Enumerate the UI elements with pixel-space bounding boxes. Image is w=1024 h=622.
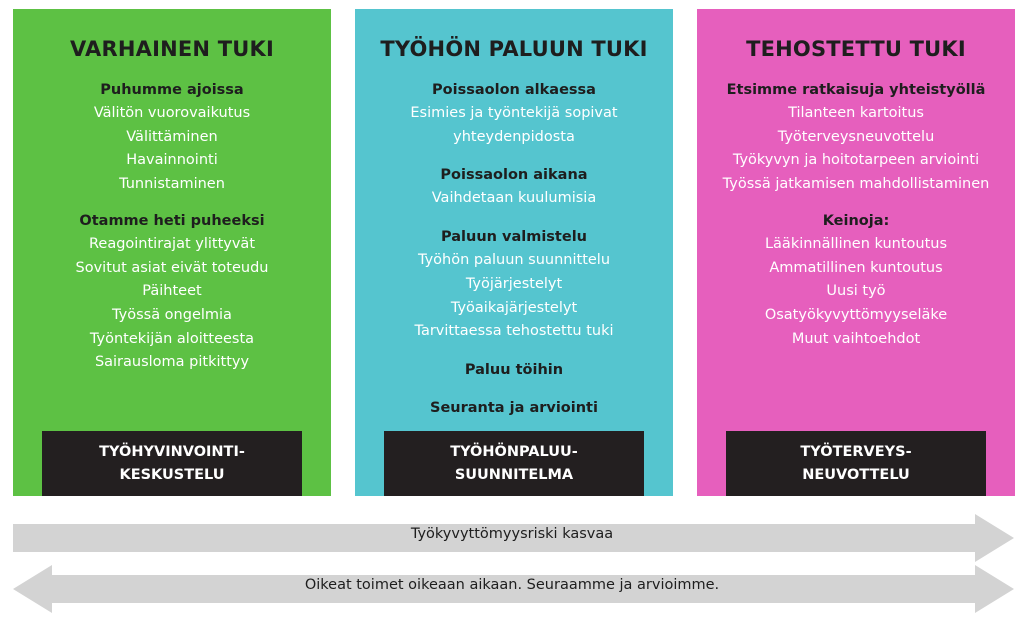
list-item: Työterveysneuvottelu bbox=[777, 128, 935, 145]
list-item: Tilanteen kartoitus bbox=[788, 105, 924, 121]
list-item: Muut vaihtoehdot bbox=[791, 330, 921, 347]
list-item: Työssä ongelmia bbox=[112, 306, 232, 323]
list-item: Osatyökyvyttömyyseläke bbox=[764, 306, 948, 323]
list-item: Tunnistaminen bbox=[119, 176, 225, 193]
list-item: Työjärjestelyt bbox=[465, 275, 563, 292]
group-heading: Poissaolon alkaessa bbox=[432, 82, 596, 98]
group-heading: Paluu töihin bbox=[464, 361, 564, 378]
column-title: TEHOSTETTU TUKI bbox=[746, 37, 966, 61]
group-heading: Otamme heti puheeksi bbox=[79, 212, 265, 229]
column-title: TYÖHÖN PALUUN TUKI bbox=[380, 37, 648, 61]
group-heading: Seuranta ja arviointi bbox=[430, 399, 598, 416]
column-title: VARHAINEN TUKI bbox=[70, 37, 274, 61]
box-line: TYÖHYVINVOINTI- bbox=[99, 443, 245, 460]
list-item: Välittäminen bbox=[126, 128, 218, 145]
list-item: Havainnointi bbox=[126, 152, 218, 169]
followup-arrow-label: Oikeat toimet oikeaan aikaan. Seuraamme ja arvioimme. bbox=[304, 577, 720, 593]
box-line: TYÖHÖNPALUU- bbox=[450, 443, 578, 460]
list-item: Sovitut asiat eivät toteudu bbox=[75, 259, 269, 276]
list-item: yhteydenpidosta bbox=[453, 128, 575, 145]
list-item: Lääkinnällinen kuntoutus bbox=[764, 235, 948, 252]
list-item: Tarvittaessa tehostettu tuki bbox=[414, 323, 614, 340]
list-item: Työhön paluun suunnittelu bbox=[417, 252, 611, 269]
list-item: Päihteet bbox=[142, 283, 202, 300]
group-heading: Paluun valmistelu bbox=[441, 229, 587, 246]
group-heading: Puhumme ajoissa bbox=[100, 82, 244, 98]
list-item: Työaikajärjestelyt bbox=[450, 299, 578, 316]
box-line: TYÖTERVEYS- bbox=[800, 443, 912, 460]
list-item: Välitön vuorovaikutus bbox=[93, 105, 251, 121]
list-item: Uusi työ bbox=[826, 283, 886, 300]
group-heading: Keinoja: bbox=[822, 212, 890, 229]
box-line: NEUVOTTELU bbox=[802, 466, 910, 483]
list-item: Työkyvyn ja hoitotarpeen arviointi bbox=[732, 152, 980, 169]
box-line: SUUNNITELMA bbox=[454, 466, 574, 483]
list-item: Esimies ja työntekijä sopivat bbox=[410, 105, 618, 121]
list-item: Vaihdetaan kuulumisia bbox=[431, 190, 597, 207]
list-item: Ammatillinen kuntoutus bbox=[769, 259, 943, 276]
list-item: Reagointirajat ylittyvät bbox=[88, 235, 256, 252]
list-item: Sairausloma pitkittyy bbox=[94, 354, 250, 371]
group-heading: Etsimme ratkaisuja yhteistyöllä bbox=[726, 82, 986, 98]
list-item: Työntekijän aloitteesta bbox=[89, 330, 255, 347]
box-line: KESKUSTELU bbox=[119, 466, 225, 483]
risk-arrow-label: Työkyvyttömyysriski kasvaa bbox=[410, 526, 614, 542]
group-heading: Poissaolon aikana bbox=[440, 167, 588, 184]
list-item: Työssä jatkamisen mahdollistaminen bbox=[722, 176, 990, 193]
